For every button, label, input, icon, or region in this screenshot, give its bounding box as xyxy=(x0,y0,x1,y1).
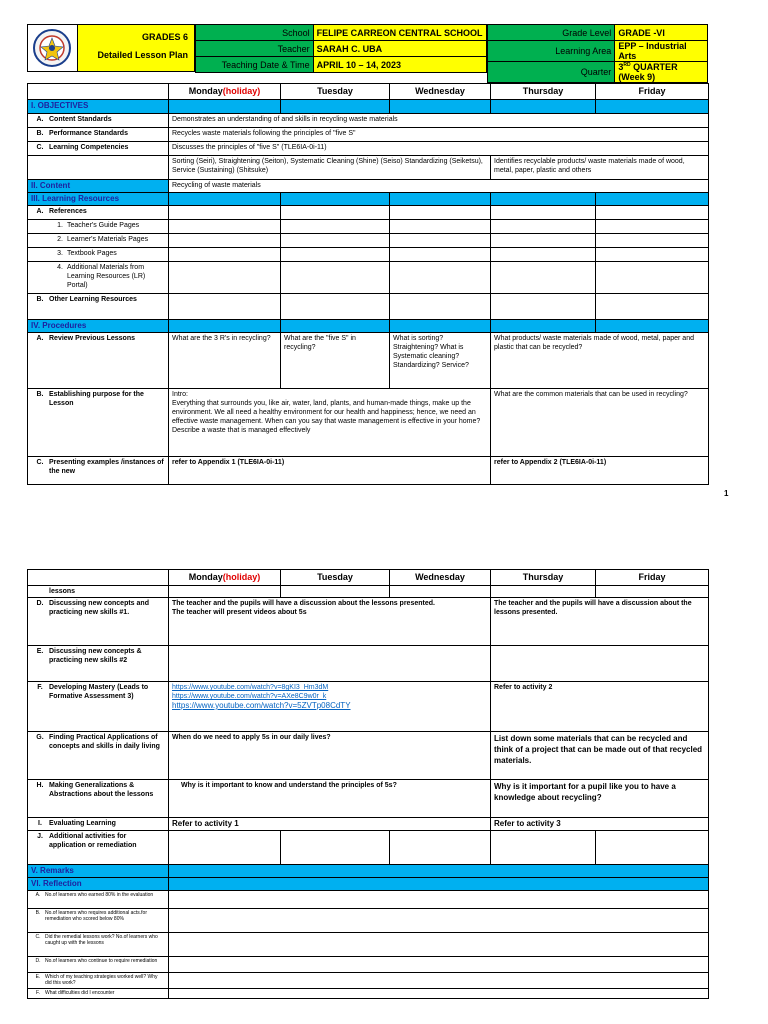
learning-area-value: EPP – Industrial Arts xyxy=(615,41,708,62)
day-thursday: Thursday xyxy=(491,570,596,586)
youtube-link-3[interactable]: https://www.youtube.com/watch?v=5ZVTp08CdTY xyxy=(172,701,351,710)
presenting-appendix-1: refer to Appendix 1 (TLE6IA-0i-11) xyxy=(169,457,491,485)
purpose-right-text: What are the common materials that can be used in recycling? xyxy=(491,389,709,457)
row-lessons-continuation: lessons xyxy=(28,586,709,598)
mastery-right: Refer to activity 2 xyxy=(491,682,709,732)
row-reflection-f: F. What difficulties did I encounter xyxy=(28,989,709,999)
youtube-link-1[interactable]: https://www.youtube.com/watch?v=8gKI3_Hm3dM xyxy=(172,684,329,691)
review-tuesday: What are the 3 R's in recycling? xyxy=(169,333,281,389)
day-wednesday: Wednesday xyxy=(390,84,491,100)
day-monday: Monday(holiday) xyxy=(169,84,281,100)
teacher-value: SARAH C. UBA xyxy=(313,41,486,57)
section-content: II. Content Recycling of waste materials xyxy=(28,180,709,193)
quarter-value: 3RD QUARTER (Week 9) xyxy=(615,62,708,83)
row-teachers-guide: 1. Teacher's Guide Pages xyxy=(28,220,709,234)
school-label: School xyxy=(196,25,314,41)
deped-seal-logo xyxy=(27,24,77,72)
row-performance-standards: B. Performance Standards Recycles waste materials following the principles of "five S" xyxy=(28,128,709,142)
competency-5s-text: Sorting (Seiri), Straightening (Seiton), Systematic Cleaning (Shine) (Seiso) Standardizing (Seiketsu), Service (Sustaining) (Shitsuke) xyxy=(169,156,491,180)
section-reflection: VI. Reflection xyxy=(28,878,709,891)
section-procedures: IV. Procedures xyxy=(28,320,709,333)
review-wednesday: What are the "five S" in recycling? xyxy=(281,333,390,389)
youtube-link-2[interactable]: https://www.youtube.com/watch?v=AXe8C9w0r_k xyxy=(172,693,327,700)
grade-level-label: Grade Level xyxy=(488,25,615,41)
school-value: FELIPE CARREON CENTRAL SCHOOL xyxy=(313,25,486,41)
page-number: 1 xyxy=(724,489,729,498)
dll-table-page-2 xyxy=(27,569,709,999)
row-discussing-1: D. Discussing new concepts and practicing new skills #1. The teacher and the pupils will have a discussion about the lessons presented. The teacher will present videos about 5s The teacher and the pupils will have a discussion about the lessons presented. xyxy=(28,598,709,646)
discussing-1-right: The teacher and the pupils will have a discussion about the lessons presented. xyxy=(491,598,709,646)
generalizations-left: Why is it important to know and understand the principles of 5s? xyxy=(169,780,491,818)
purpose-intro: Intro: Everything that surrounds you, like air, water, land, plants, and human-made things, make up the environment. We all need a healthy environment for our health and happiness; hence, we need an effective waste management. When can you say that waste management is effective in your home? Describe a waste that is managed effectively xyxy=(169,389,491,457)
holiday-label: (holiday) xyxy=(222,572,261,582)
learning-competencies-text: Discusses the principles of "five S" (TLE6IA-0i-11) xyxy=(169,142,709,156)
applications-left: When do we need to apply 5s in our daily lives? xyxy=(169,732,491,780)
date-label: Teaching Date & Time xyxy=(196,57,314,73)
day-tuesday: Tuesday xyxy=(281,570,390,586)
learning-area-label: Learning Area xyxy=(488,41,615,62)
generalizations-right: Why is it important for a pupil like you to have a knowledge about recycling? xyxy=(491,780,709,818)
evaluating-right: Refer to activity 3 xyxy=(491,818,709,831)
holiday-label: (holiday) xyxy=(222,86,261,96)
row-competency-details xyxy=(28,156,709,180)
row-evaluating: I. Evaluating Learning Refer to activity 1 Refer to activity 3 xyxy=(28,818,709,831)
empty-corner xyxy=(28,84,169,100)
section-learning-resources: III. Learning Resources xyxy=(28,193,709,206)
lesson-plan-header xyxy=(27,24,708,82)
performance-standards-text: Recycles waste materials following the principles of "five S" xyxy=(169,128,709,142)
section-remarks: V. Remarks xyxy=(28,865,709,878)
row-reflection-e: E. Which of my teaching strategies worked well? Why did this work? xyxy=(28,973,709,989)
row-establishing-purpose: B. Establishing purpose for the Lesson Intro: Everything that surrounds you, like air, water, land, plants, and human-made things, make up the environment. We all need a healthy environment for our health and happiness; hence, we need an effective waste management. When can you say that waste management is effective in your home? Describe a waste that is managed effectively What are the common materials that can be used in recycling? xyxy=(28,389,709,457)
row-review-lessons: A. Review Previous Lessons What are the 3 R's in recycling? What are the "five S" in recycling? What is sorting? Straightening? What is Systematic cleaning? Standardizing? Service? What products/ waste materials made of wood, metal, paper and plastic that can be recycled? xyxy=(28,333,709,389)
review-5s-questions: What is sorting? Straightening? What is Systematic cleaning? Standardizing? Service? xyxy=(390,333,491,389)
day-header-row xyxy=(28,84,709,100)
content-standards-text: Demonstrates an understanding of and skills in recycling waste materials xyxy=(169,114,709,128)
section-objectives: I. OBJECTIVES xyxy=(28,100,709,114)
day-header-row-2 xyxy=(28,570,709,586)
day-thursday: Thursday xyxy=(491,84,596,100)
row-reflection-d: D. No.of learners who continue to require remediation xyxy=(28,957,709,973)
presenting-appendix-2: refer to Appendix 2 (TLE6IA-0i-11) xyxy=(491,457,709,485)
mastery-video-links xyxy=(169,682,491,732)
row-reflection-b: B. No.of learners who requires additional acts.for remediation who scored below 80% xyxy=(28,909,709,933)
discussing-1-left: The teacher and the pupils will have a discussion about the lessons presented. The teacher will present videos about 5s xyxy=(169,598,491,646)
plan-title xyxy=(77,24,195,72)
row-references: A. References xyxy=(28,206,709,220)
evaluating-left: Refer to activity 1 xyxy=(169,818,491,831)
day-friday: Friday xyxy=(596,84,709,100)
row-textbook-pages: 3. Textbook Pages xyxy=(28,248,709,262)
row-content-standards: A. Content Standards Demonstrates an understanding of and skills in recycling waste materials xyxy=(28,114,709,128)
row-reflection-a: A. No.of learners who earned 80% in the evaluation xyxy=(28,891,709,909)
applications-right: List down some materials that can be recycled and think of a project that can be made out of that recycled materials. xyxy=(491,732,709,780)
grade-title: GRADES 6 xyxy=(141,32,188,42)
row-discussing-2: E. Discussing new concepts & practicing new skills #2 xyxy=(28,646,709,682)
row-additional-activities: J. Additional activities for application or remediation xyxy=(28,831,709,865)
content-text: Recycling of waste materials xyxy=(169,180,709,193)
date-value: APRIL 10 – 14, 2023 xyxy=(313,57,486,73)
row-practical-applications: G. Finding Practical Applications of concepts and skills in daily living When do we need to apply 5s in our daily lives? List down some materials that can be recycled and think of a project that can be made out of that recycled materials. xyxy=(28,732,709,780)
row-other-resources: B. Other Learning Resources xyxy=(28,294,709,320)
school-info-grid xyxy=(195,24,487,73)
competency-recyclables-text: Identifies recyclable products/ waste materials made of wood, metal, paper, plastic and others xyxy=(491,156,709,180)
row-generalizations: H. Making Generalizations & Abstractions about the lessons Why is it important to know and understand the principles of 5s? Why is it important for a pupil like you to have a knowledge about recycling? xyxy=(28,780,709,818)
row-developing-mastery: F. Developing Mastery (Leads to Formative Assessment 3) https://www.youtube.com/watch?v=8gKI3_Hm3dM https://www.youtube.com/watch?v=AXe8C9w0r_k https://www.youtube.com/watch?v=5ZVTp08CdTY Refer to activity 2 xyxy=(28,682,709,732)
row-presenting-examples: C. Presenting examples /instances of the new refer to Appendix 1 (TLE6IA-0i-11) refer to Appendix 2 (TLE6IA-0i-11) xyxy=(28,457,709,485)
grade-info-grid xyxy=(487,24,708,83)
day-friday: Friday xyxy=(596,570,709,586)
quarter-label: Quarter xyxy=(488,62,615,83)
review-friday: What products/ waste materials made of wood, metal, paper and plastic that can be recycled? xyxy=(491,333,709,389)
row-reflection-c: C. Did the remedial lessons work? No.of learners who caught up with the lessons xyxy=(28,933,709,957)
teacher-label: Teacher xyxy=(196,41,314,57)
row-learners-materials: 2. Learner's Materials Pages xyxy=(28,234,709,248)
dll-table-page-1 xyxy=(27,83,709,485)
row-additional-materials: 4. Additional Materials from Learning Resources (LR) Portal) xyxy=(28,262,709,294)
row-learning-competencies: C. Learning Competencies Discusses the principles of "five S" (TLE6IA-0i-11) xyxy=(28,142,709,156)
plan-type-title: Detailed Lesson Plan xyxy=(97,50,188,60)
grade-level-value: GRADE -VI xyxy=(615,25,708,41)
day-wednesday: Wednesday xyxy=(390,570,491,586)
day-monday: Monday(holiday) xyxy=(169,570,281,586)
day-tuesday: Tuesday xyxy=(281,84,390,100)
